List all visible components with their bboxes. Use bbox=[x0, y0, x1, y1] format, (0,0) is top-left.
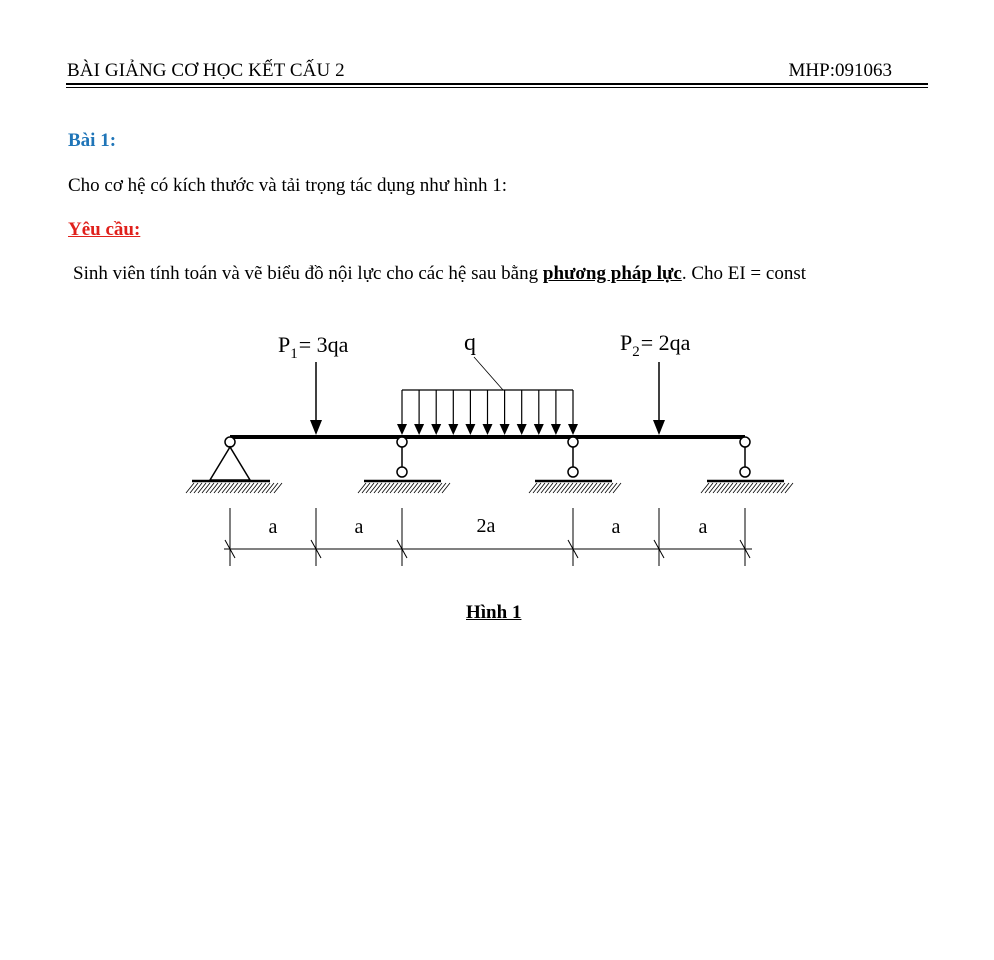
exercise-title: Bài 1: bbox=[68, 130, 117, 151]
hatch-line bbox=[593, 483, 601, 493]
load-p2-symbol: P bbox=[620, 330, 633, 355]
hatch-line bbox=[430, 483, 438, 493]
hatch-line bbox=[753, 483, 761, 493]
hatch-line bbox=[549, 483, 557, 493]
hatch-line bbox=[422, 483, 430, 493]
span-label-1: a bbox=[268, 516, 278, 538]
hatch-line bbox=[561, 483, 569, 493]
figure-caption: Hình 1 bbox=[466, 602, 522, 623]
hatch-line bbox=[769, 483, 777, 493]
hatch-line bbox=[777, 483, 785, 493]
task-text-after: . Cho EI = const bbox=[681, 263, 806, 284]
q-arrow-head bbox=[397, 424, 407, 435]
hatch-line bbox=[370, 483, 378, 493]
q-arrow-head bbox=[517, 424, 527, 435]
hatch-line bbox=[246, 483, 254, 493]
hatch-line bbox=[701, 483, 709, 493]
dimension-line bbox=[224, 508, 752, 566]
hatch-line bbox=[214, 483, 222, 493]
hatch-line bbox=[398, 483, 406, 493]
hatch-line bbox=[749, 483, 757, 493]
roller-hinge-top bbox=[568, 437, 578, 447]
ground-hatch bbox=[529, 483, 621, 493]
load-p1-label bbox=[278, 332, 349, 362]
roller-hinge-bottom bbox=[740, 467, 750, 477]
hatch-line bbox=[529, 483, 537, 493]
hatch-line bbox=[609, 483, 617, 493]
hatch-line bbox=[362, 483, 370, 493]
hatch-line bbox=[737, 483, 745, 493]
q-arrow-head bbox=[448, 424, 458, 435]
hatch-line bbox=[785, 483, 793, 493]
ground-hatch bbox=[701, 483, 793, 493]
hatch-line bbox=[733, 483, 741, 493]
hatch-line bbox=[741, 483, 749, 493]
q-arrow-head bbox=[414, 424, 424, 435]
load-p1-subscript: 1 bbox=[290, 346, 298, 362]
hatch-line bbox=[250, 483, 258, 493]
hatch-line bbox=[382, 483, 390, 493]
hatch-line bbox=[773, 483, 781, 493]
hatch-line bbox=[537, 483, 545, 493]
ground-hatch bbox=[358, 483, 450, 493]
span-label-3: 2a bbox=[476, 515, 496, 537]
hatch-line bbox=[270, 483, 278, 493]
hatch-line bbox=[274, 483, 282, 493]
ground-hatch bbox=[186, 483, 282, 493]
course-code: MHP:091063 bbox=[788, 60, 892, 81]
q-arrow-head bbox=[551, 424, 561, 435]
hatch-line bbox=[565, 483, 573, 493]
hatch-line bbox=[406, 483, 414, 493]
hatch-line bbox=[366, 483, 374, 493]
hatch-line bbox=[745, 483, 753, 493]
hatch-line bbox=[426, 483, 434, 493]
pin-hinge bbox=[225, 437, 235, 447]
load-p2-subscript: 2 bbox=[632, 344, 640, 360]
span-label-2: a bbox=[354, 516, 364, 538]
hatch-line bbox=[438, 483, 446, 493]
hatch-line bbox=[186, 483, 194, 493]
load-p1-symbol: P bbox=[278, 332, 291, 357]
hatch-line bbox=[557, 483, 565, 493]
hatch-line bbox=[374, 483, 382, 493]
hatch-line bbox=[765, 483, 773, 493]
distributed-load bbox=[397, 330, 578, 435]
hatch-line bbox=[589, 483, 597, 493]
load-p2-value: = 2qa bbox=[640, 330, 691, 355]
hatch-line bbox=[402, 483, 410, 493]
exercise-intro: Cho cơ hệ có kích thước và tải trọng tác dụng như hình 1: bbox=[68, 175, 508, 196]
load-p1-arrowhead bbox=[310, 420, 322, 435]
hatch-line bbox=[226, 483, 234, 493]
hatch-line bbox=[442, 483, 450, 493]
hatch-line bbox=[713, 483, 721, 493]
load-p2-arrowhead bbox=[653, 420, 665, 435]
load-p2 bbox=[620, 330, 691, 435]
hatch-line bbox=[781, 483, 789, 493]
hatch-line bbox=[390, 483, 398, 493]
hatch-line bbox=[202, 483, 210, 493]
hatch-line bbox=[533, 483, 541, 493]
hatch-line bbox=[206, 483, 214, 493]
pin-support-a bbox=[186, 437, 282, 493]
hatch-line bbox=[545, 483, 553, 493]
roller-support-b bbox=[358, 437, 450, 493]
pin-triangle bbox=[210, 447, 250, 480]
hatch-line bbox=[198, 483, 206, 493]
hatch-line bbox=[577, 483, 585, 493]
hatch-line bbox=[190, 483, 198, 493]
hatch-line bbox=[210, 483, 218, 493]
roller-hinge-top bbox=[397, 437, 407, 447]
hatch-line bbox=[757, 483, 765, 493]
hatch-line bbox=[725, 483, 733, 493]
hatch-line bbox=[721, 483, 729, 493]
hatch-line bbox=[254, 483, 262, 493]
hatch-line bbox=[414, 483, 422, 493]
hatch-line bbox=[386, 483, 394, 493]
distributed-load-label: q bbox=[464, 330, 476, 356]
distributed-load-leader bbox=[474, 357, 503, 390]
q-arrow-head bbox=[431, 424, 441, 435]
course-title: BÀI GIẢNG CƠ HỌC KẾT CẤU 2 bbox=[67, 60, 345, 81]
hatch-line bbox=[242, 483, 250, 493]
hatch-line bbox=[569, 483, 577, 493]
hatch-line bbox=[230, 483, 238, 493]
hatch-line bbox=[258, 483, 266, 493]
hatch-line bbox=[601, 483, 609, 493]
hatch-line bbox=[597, 483, 605, 493]
hatch-line bbox=[434, 483, 442, 493]
hatch-line bbox=[194, 483, 202, 493]
load-p2-label bbox=[620, 330, 691, 360]
requirement-title: Yêu cầu: bbox=[68, 219, 141, 240]
distributed-load-arrows bbox=[397, 390, 578, 435]
hatch-line bbox=[581, 483, 589, 493]
hatch-line bbox=[234, 483, 242, 493]
hatch-line bbox=[761, 483, 769, 493]
hatch-line bbox=[378, 483, 386, 493]
load-p1-value: = 3qa bbox=[298, 332, 349, 357]
hatch-line bbox=[222, 483, 230, 493]
hatch-line bbox=[585, 483, 593, 493]
hatch-line bbox=[410, 483, 418, 493]
q-arrow-head bbox=[534, 424, 544, 435]
hatch-line bbox=[218, 483, 226, 493]
q-arrow-head bbox=[465, 424, 475, 435]
hatch-line bbox=[573, 483, 581, 493]
load-p1 bbox=[278, 332, 349, 435]
task-text-before: Sinh viên tính toán và vẽ biểu đồ nội lực cho các hệ sau bằng bbox=[73, 263, 543, 284]
span-label-4: a bbox=[611, 516, 621, 538]
span-label-5: a bbox=[698, 516, 708, 538]
hatch-line bbox=[394, 483, 402, 493]
hatch-line bbox=[553, 483, 561, 493]
roller-support-d bbox=[701, 437, 793, 493]
hatch-line bbox=[262, 483, 270, 493]
task-method: phương pháp lực bbox=[542, 263, 682, 284]
q-arrow-head bbox=[500, 424, 510, 435]
hatch-line bbox=[717, 483, 725, 493]
roller-support-c bbox=[529, 437, 621, 493]
hatch-line bbox=[266, 483, 274, 493]
hatch-line bbox=[705, 483, 713, 493]
hatch-line bbox=[605, 483, 613, 493]
hatch-line bbox=[358, 483, 366, 493]
hatch-line bbox=[729, 483, 737, 493]
roller-hinge-bottom bbox=[397, 467, 407, 477]
hatch-line bbox=[709, 483, 717, 493]
hatch-line bbox=[418, 483, 426, 493]
hatch-line bbox=[238, 483, 246, 493]
hatch-line bbox=[613, 483, 621, 493]
q-arrow-head bbox=[568, 424, 578, 435]
q-arrow-head bbox=[483, 424, 493, 435]
roller-hinge-top bbox=[740, 437, 750, 447]
hatch-line bbox=[541, 483, 549, 493]
roller-hinge-bottom bbox=[568, 467, 578, 477]
